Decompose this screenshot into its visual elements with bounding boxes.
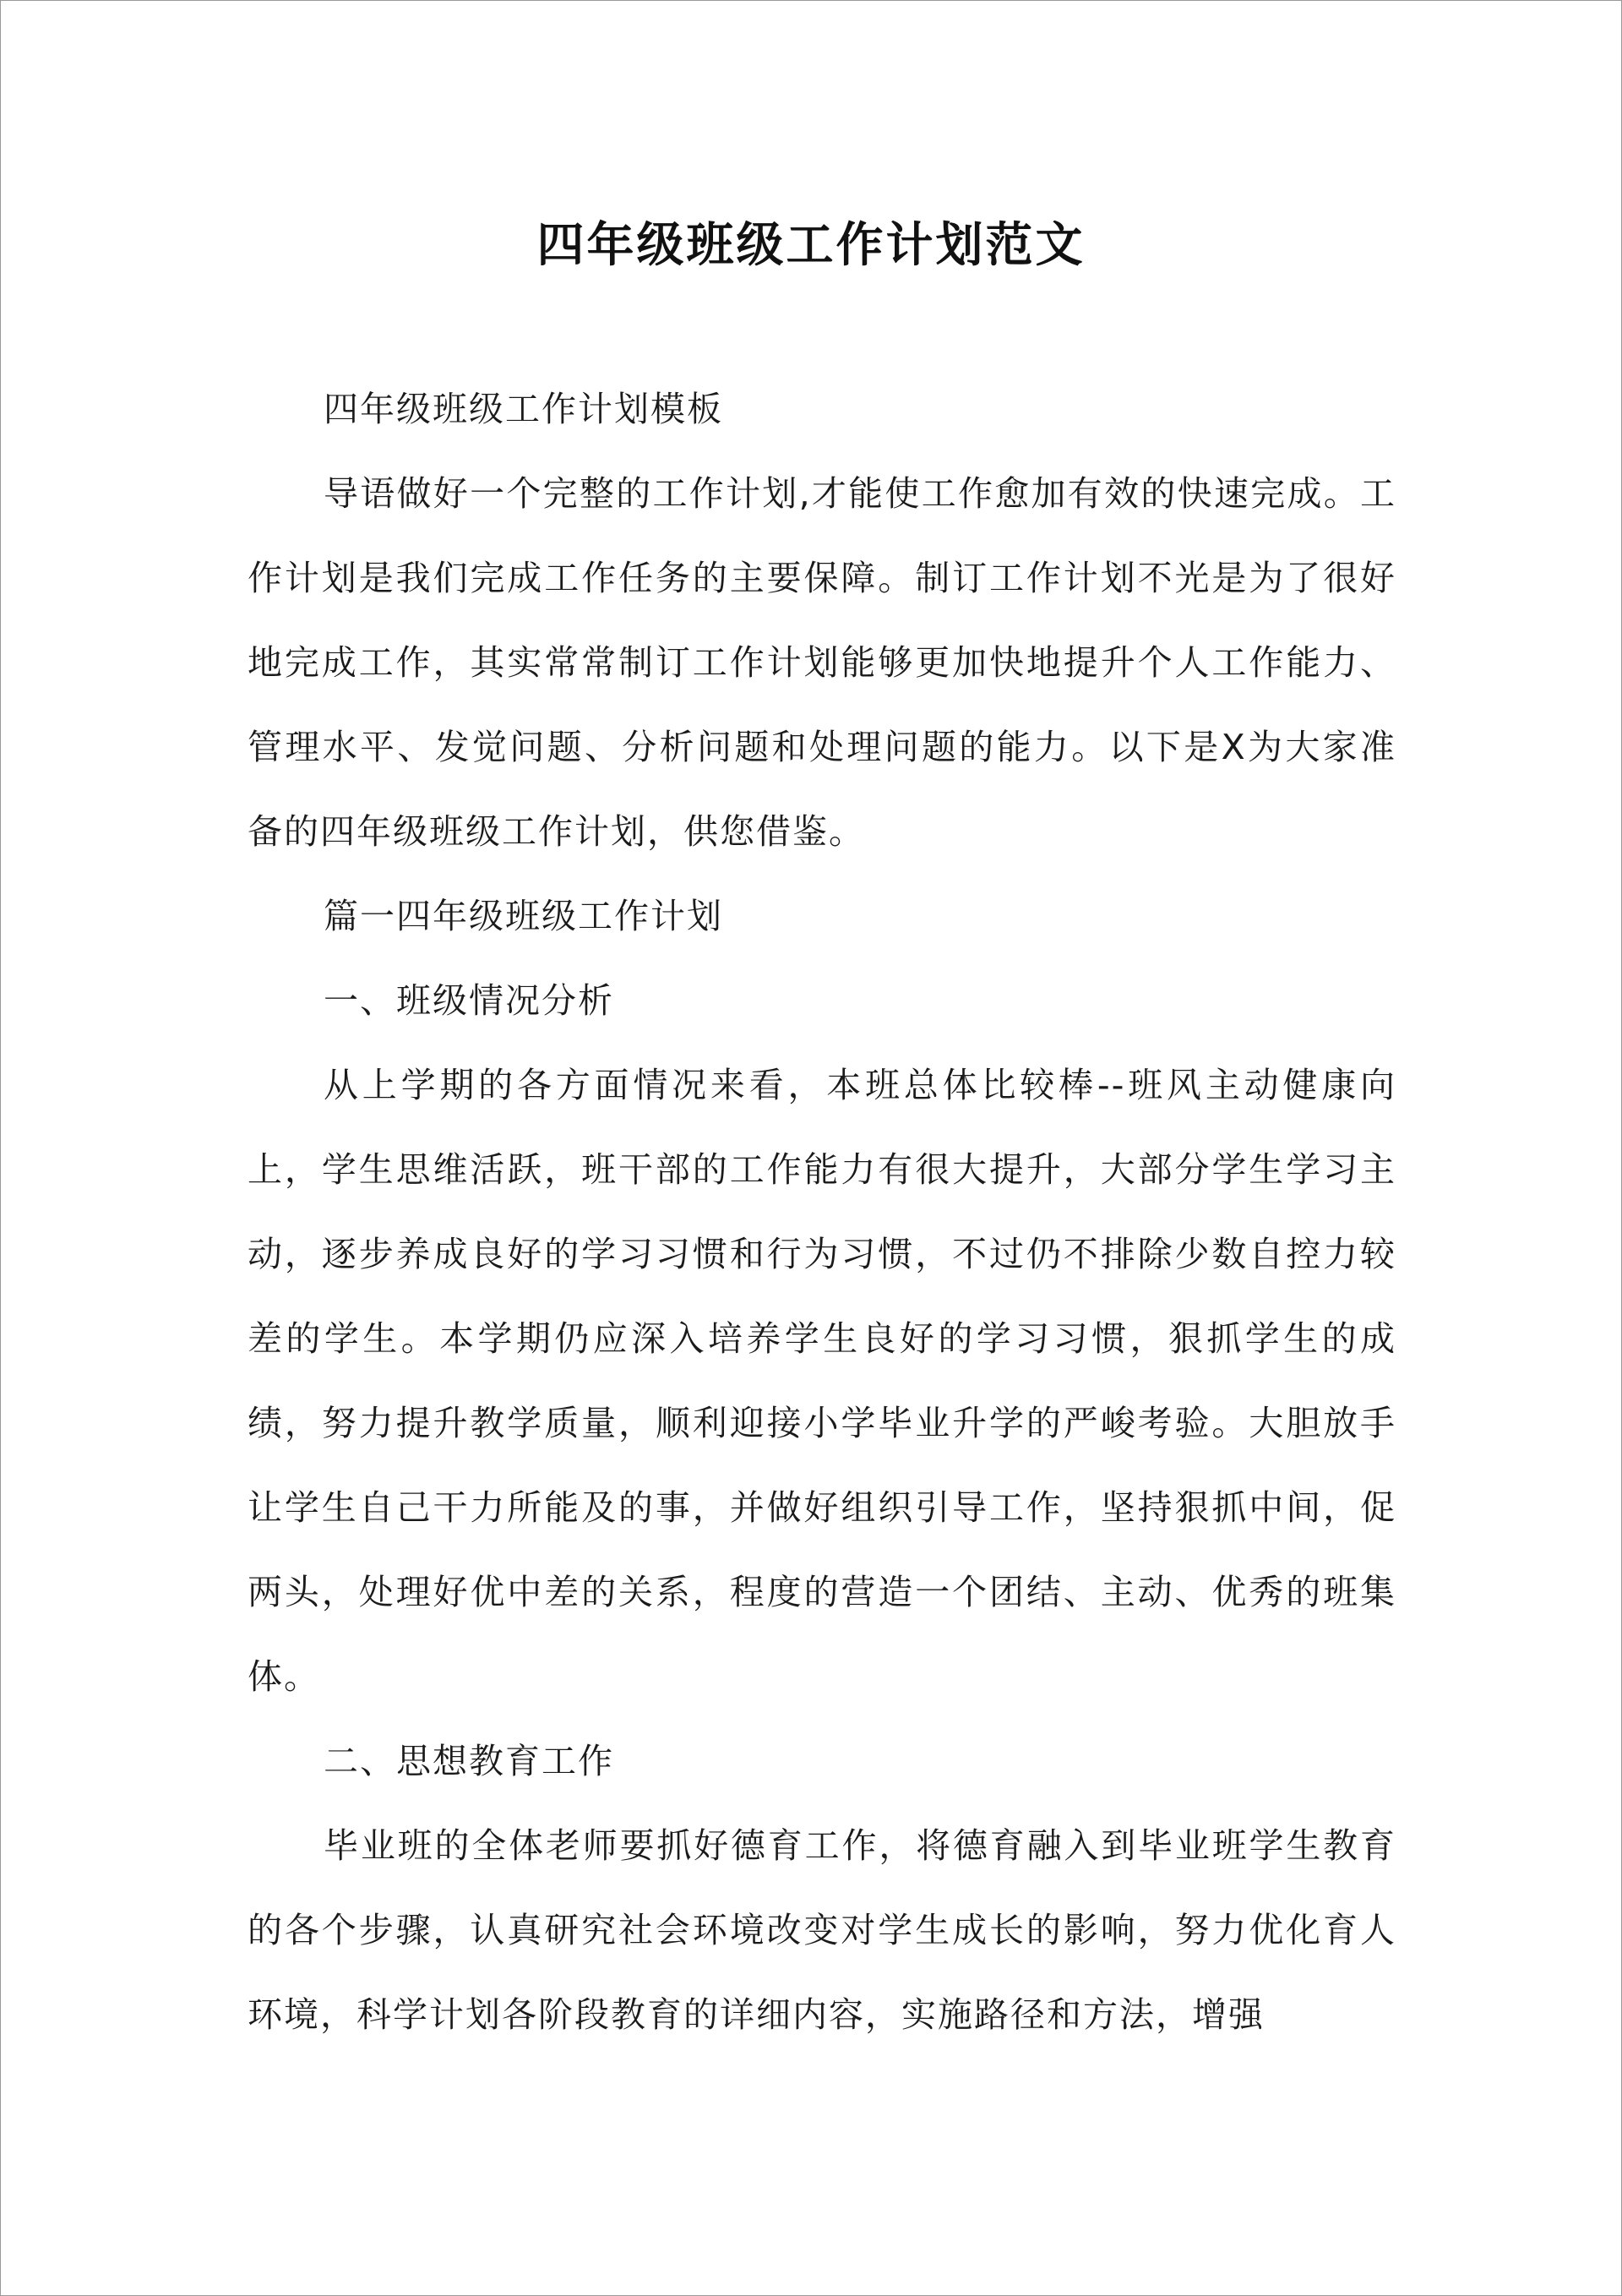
paragraph-section-one-heading: 一、班级情况分析 xyxy=(324,980,614,1021)
paragraph-part-one-heading: 篇一四年级班级工作计划 xyxy=(324,896,723,936)
paragraph-class-analysis: 从上学期的各方面情况来看，本班总体比较棒--班风主动健康向上，学生思维活跃，班干部的工作能力有很大提升，大部分学生学习主动，逐步养成良好的学习习惯和行为习惯，不过仍不排除少数自控力较差的学生。本学期仍应深入培养学生良好的学习习惯，狠抓学生的成绩，努力提升教学质量，顺利迎接小学毕业升学的严峻考验。大胆放手让学生自己干力所能及的事，并做好组织引导工作，坚持狠抓中间，促两头，处理好优中差的关系，程度的营造一个团结、主动、优秀的班集体。 xyxy=(248,1065,1396,1697)
paragraph-introduction: 导语做好一个完整的工作计划,才能使工作愈加有效的快速完成。工作计划是我们完成工作任务的主要保障。制订工作计划不光是为了很好地完成工作，其实常常制订工作计划能够更加快地提升个人工作能力、管理水平、发觉问题、分析问题和处理问题的能力。以下是X为大家准备的四年级班级工作计划，供您借鉴。 xyxy=(248,473,1396,852)
document-title: 四年级班级工作计划范文 xyxy=(536,217,1086,273)
paragraph-section-two-heading: 二、思想教育工作 xyxy=(324,1741,614,1781)
paragraph-moral-education: 毕业班的全体老师要抓好德育工作，将德育融入到毕业班学生教育的各个步骤，认真研究社会环境改变对学生成长的影响，努力优化育人环境，科学计划各阶段教育的详细内容，实施路径和方法，增强 xyxy=(248,1825,1396,2035)
paragraph-template-heading: 四年级班级工作计划模板 xyxy=(324,389,723,429)
document-body xyxy=(248,367,1396,2057)
